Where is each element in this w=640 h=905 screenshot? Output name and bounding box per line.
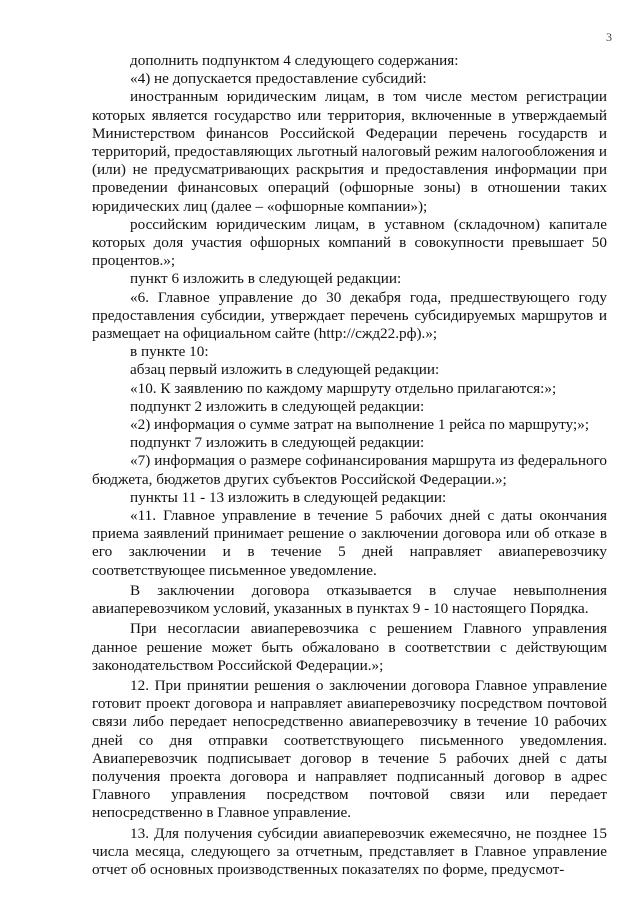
paragraph-11: «2) информация о сумме затрат на выполнение 1 рейса по маршруту;»; bbox=[130, 416, 590, 434]
paragraph-2: «4) не допускается предоставление субсидий: bbox=[130, 70, 427, 88]
paragraph-17: При несогласии авиаперевозчика с решением Главного управления данное решение может быть обжаловано в соответствии с действующим законодательством Российской Федерации.»; bbox=[92, 620, 607, 674]
paragraph-7: в пункте 10: bbox=[130, 343, 209, 361]
paragraph-8: абзац первый изложить в следующей редакции: bbox=[130, 361, 440, 379]
paragraph-16: В заключении договора отказывается в случае невыполнения авиаперевозчиком условий, указанных в пунктах 9 - 10 настоящего Порядка. bbox=[92, 581, 607, 618]
paragraph-13: «7) информация о размере софинансирования маршрута из федерального бюджета, бюджетов других субъектов Российской Федерации.»; bbox=[92, 452, 607, 488]
paragraph-1: дополнить подпунктом 4 следующего содержания: bbox=[130, 52, 459, 69]
paragraph-4: российским юридическим лицам, в уставном (складочном) капитале которых доля участия офшорных компаний в совокупности превышает 50 процентов.»; bbox=[92, 215, 607, 270]
paragraph-10: подпункт 2 изложить в следующей редакции: bbox=[130, 397, 425, 415]
paragraph-5: пункт 6 изложить в следующей редакции: bbox=[130, 270, 402, 288]
paragraph-9: «10. К заявлению по каждому маршруту отдельно прилагаются:»; bbox=[130, 379, 557, 397]
paragraph-6: «6. Главное управление до 30 декабря года, предшествующего году предоставления субсидии, утверждает перечень субсидируемых маршрутов и размещает на официальном сайте (http://сжд22.рф).»; bbox=[92, 288, 607, 343]
page-number: 3 bbox=[606, 30, 612, 44]
paragraph-3: иностранным юридическим лицам, в том числе местом регистрации которых является государство или территория, включенные в утверждаемый Министерством финансов Российской Федерации перечень государств и территорий, предоставляющих льготный налоговый режим налогообложения и (или) не предусматривающих раскрытия и предоставления информации при проведении финансовых операций (офшорные зоны) в отношении таких юридических лиц (далее – «офшорные компании»); bbox=[92, 88, 607, 215]
paragraph-15: «11. Главное управление в течение 5 рабочих дней с даты окончания приема заявлений принимает решение о заключении договора или об отказе в его заключении и в течение 5 дней направляет авиаперевозчику соответствующее письменное уведомление. bbox=[92, 507, 607, 579]
paragraph-14: пункты 11 - 13 изложить в следующей редакции: bbox=[130, 488, 447, 506]
paragraph-12: подпункт 7 изложить в следующей редакции: bbox=[130, 434, 425, 452]
document-body bbox=[92, 52, 607, 879]
paragraph-19: 13. Для получения субсидии авиаперевозчик ежемесячно, не позднее 15 числа месяца, следующего за отчетным, представляет в Главное управление отчет об основных производственных показателях по форме, предусмот- bbox=[92, 824, 607, 878]
paragraph-18: 12. При принятии решения о заключении договора Главное управление готовит проект договора и направляет авиаперевозчику посредством почтовой связи либо передает непосредственно авиаперевозчику в течение 10 рабочих дней со дня отправки соответствующего письменного уведомления. Авиаперевозчик подписывает договор в течение 5 рабочих дней с даты получения проекта договора и направляет подписанный договор в адрес Главного управления посредством почтовой связи или передает непосредственно в Главное управление. bbox=[92, 676, 607, 822]
